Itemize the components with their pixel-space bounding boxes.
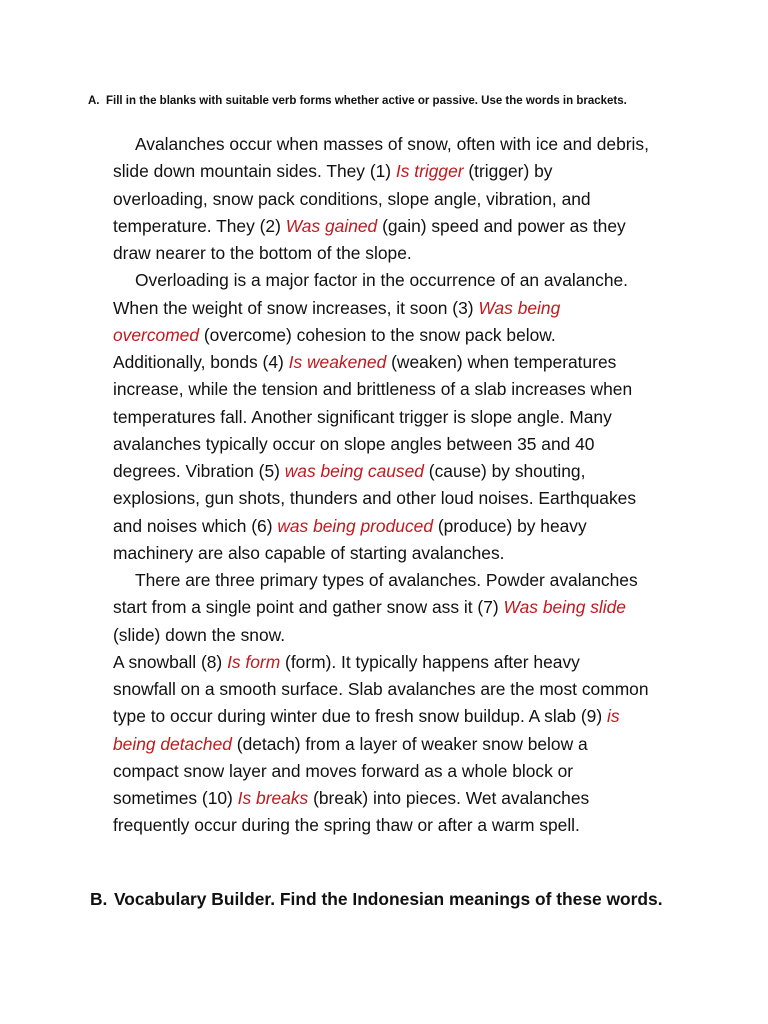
passage-line	[113, 240, 713, 267]
filled-answer: was being produced	[277, 515, 433, 536]
passage-text: frequently occur during the spring thaw or after a warm spell.	[113, 815, 580, 836]
passage-text: temperature. They (2)	[113, 215, 286, 236]
passage-text: (trigger) by	[463, 161, 553, 182]
passage-line	[113, 458, 713, 485]
passage-text: (break) into pieces. Wet avalanches	[308, 788, 590, 808]
passage-line	[113, 485, 713, 512]
passage-text: (produce) by heavy	[433, 515, 587, 536]
passage-text: machinery are also capable of starting avalanches.	[113, 542, 505, 563]
passage-line	[113, 785, 713, 812]
filled-answer: being detached	[113, 733, 232, 754]
passage-text: increase, while the tension and brittleness of a slab increases when	[113, 379, 633, 400]
passage-line	[113, 158, 713, 185]
passage-line	[113, 404, 713, 431]
passage-text: Overloading is a major factor in the occurrence of an avalanche.	[135, 270, 629, 291]
passage-line	[113, 295, 713, 322]
passage-text: avalanches typically occur on slope angles between 35 and 40	[113, 433, 595, 454]
passage-line	[113, 622, 713, 649]
passage-text: start from a single point and gather snow ass it (7)	[113, 597, 504, 618]
section-b-marker: B.	[90, 889, 108, 909]
passage-text: (slide) down the snow.	[113, 624, 286, 645]
passage-line	[113, 131, 713, 158]
passage-line	[113, 649, 713, 676]
filled-answer: Was being	[478, 297, 561, 318]
passage-text: draw nearer to the bottom of the slope.	[113, 243, 412, 263]
passage-text: (detach) from a layer of weaker snow below a	[231, 733, 588, 754]
filled-answer: Is weakened	[288, 352, 387, 372]
filled-answer: Is breaks	[237, 788, 309, 808]
passage-text: (form). It typically happens after heavy	[280, 651, 580, 672]
passage-text: (overcome) cohesion to the snow pack below.	[199, 324, 556, 345]
passage-text: compact snow layer and moves forward as a whole block or	[113, 760, 574, 781]
passage-line	[113, 267, 713, 294]
passage-line	[113, 731, 713, 758]
passage-line	[113, 812, 713, 839]
passage-text: Avalanches occur when masses of snow, often with ice and debris,	[135, 134, 649, 154]
passage-text: When the weight of snow increases, it soon (3)	[113, 297, 479, 318]
passage-line	[113, 431, 713, 458]
section-a-instruction	[88, 93, 728, 109]
passage-line	[113, 513, 713, 540]
passage-line	[113, 186, 713, 213]
passage-text: slide down mountain sides. They (1)	[113, 161, 396, 182]
filled-answer: overcomed	[113, 324, 200, 345]
section-b-heading	[90, 887, 730, 911]
filled-answer: was being caused	[284, 461, 424, 481]
passage-text: and noises which (6)	[113, 515, 278, 536]
section-b-heading-text: Vocabulary Builder. Find the Indonesian meanings of these words.	[114, 889, 663, 909]
passage-text: snowfall on a smooth surface. Slab avalanches are the most common	[113, 679, 649, 699]
section-a-instruction-text: Fill in the blanks with suitable verb forms whether active or passive. Use the words in brackets.	[106, 95, 627, 107]
filled-answer: Was being slide	[503, 597, 626, 618]
passage-text: (weaken) when temperatures	[386, 352, 617, 372]
passage-text: (cause) by shouting,	[423, 461, 586, 481]
passage-text: Additionally, bonds (4)	[113, 352, 289, 372]
section-a-marker: A.	[88, 95, 100, 107]
passage-text: A snowball (8)	[113, 651, 228, 672]
passage-line	[113, 540, 713, 567]
filled-answer: Is form	[227, 651, 281, 672]
passage-line	[113, 594, 713, 621]
passage-text: type to occur during winter due to fresh snow buildup. A slab (9)	[113, 706, 607, 727]
avalanche-passage	[113, 131, 713, 840]
passage-line	[113, 213, 713, 240]
passage-line	[113, 676, 713, 703]
filled-answer: Is trigger	[395, 161, 464, 182]
passage-line	[113, 703, 713, 730]
passage-text: temperatures fall. Another significant trigger is slope angle. Many	[113, 406, 612, 427]
passage-line	[113, 567, 713, 594]
passage-text: overloading, snow pack conditions, slope angle, vibration, and	[113, 188, 591, 209]
passage-text: explosions, gun shots, thunders and other loud noises. Earthquakes	[113, 488, 637, 509]
passage-line	[113, 758, 713, 785]
passage-line	[113, 349, 713, 376]
passage-text: There are three primary types of avalanches. Powder avalanches	[135, 570, 638, 590]
passage-line	[113, 322, 713, 349]
passage-text: (gain) speed and power as they	[377, 215, 626, 236]
passage-text: sometimes (10)	[113, 788, 238, 808]
passage-text: degrees. Vibration (5)	[113, 461, 285, 481]
filled-answer: Was gained	[285, 215, 378, 236]
passage-line	[113, 376, 713, 403]
filled-answer: is	[606, 706, 620, 727]
